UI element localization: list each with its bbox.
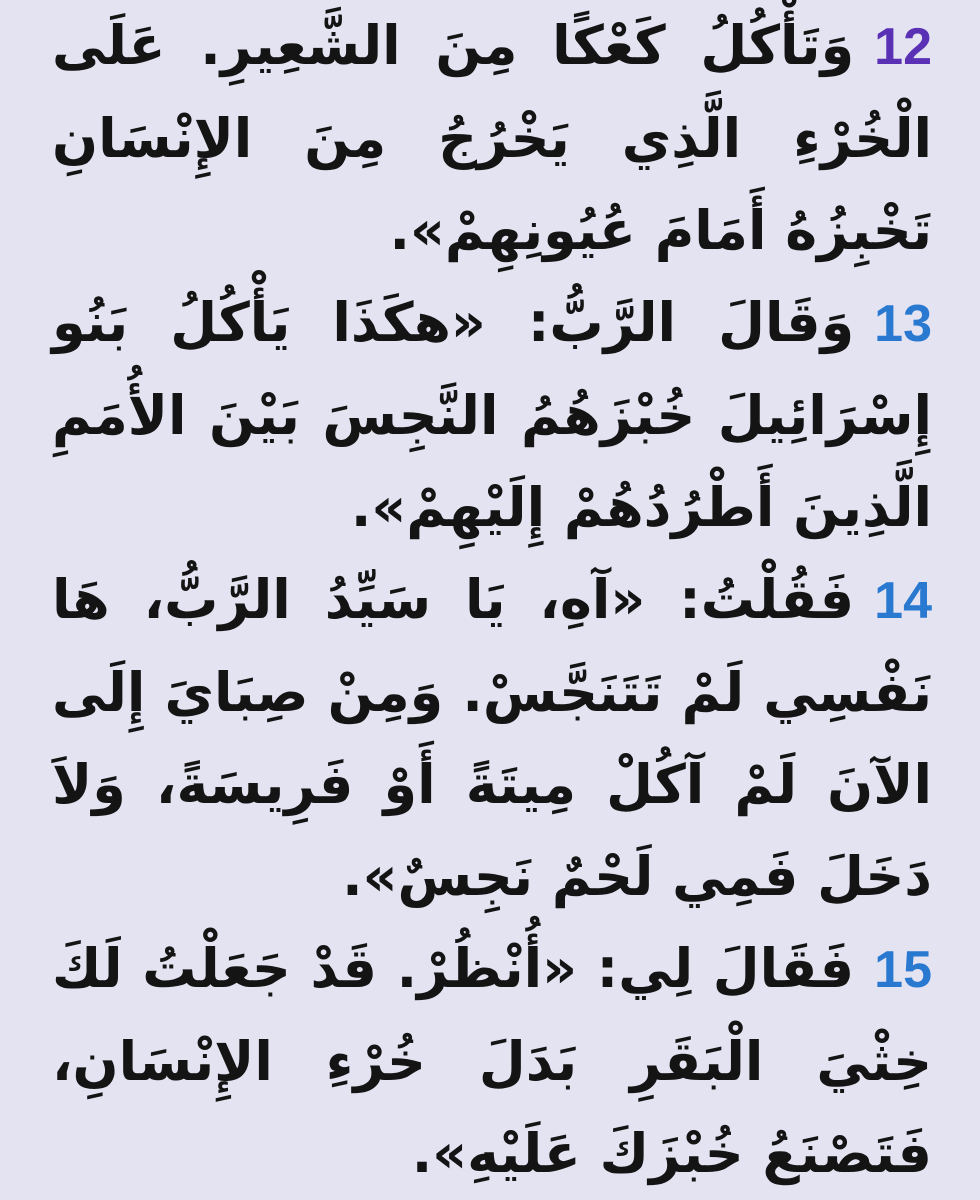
verse-text: وَقَالَ الرَّبُّ: «هكَذَا يَأْكُلُ بَنُو إِسْرَائِيلَ خُبْزَهُمُ النَّجِسَ بَيْنَ الأُمَمِ الَّذِينَ أَطْرُدُهُمْ إِلَيْهِمْ». [52,291,932,539]
verse-list [52,0,932,1200]
verse-number: 14 [874,572,932,630]
verse-text: وَتَأْكُلُ كَعْكًا مِنَ الشَّعِيرِ. عَلَى الْخُرْءِ الَّذِي يَخْرُجُ مِنَ الإِنْسَانِ تَخْبِزُهُ أَمَامَ عُيُونِهِمْ». [52,14,932,262]
verse-text: فَقُلْتُ: «آهِ، يَا سَيِّدُ الرَّبُّ، هَا نَفْسِي لَمْ تَتَنَجَّسْ. وَمِنْ صِبَايَ إِلَى الآنَ لَمْ آكُلْ مِيتَةً أَوْ فَرِيسَةً، وَلاَ دَخَلَ فَمِي لَحْمٌ نَجِسٌ». [52,568,932,908]
verse-number: 12 [874,18,932,76]
verse-13[interactable] [52,277,932,554]
verse-number: 15 [874,941,932,999]
verse-15[interactable] [52,923,932,1200]
verse-text: فَقَالَ لِي: «أُنْظُرْ. قَدْ جَعَلْتُ لَكَ خِثْيَ الْبَقَرِ بَدَلَ خُرْءِ الإِنْسَانِ، فَتَصْنَعُ خُبْزَكَ عَلَيْهِ». [52,937,932,1185]
verse-12[interactable] [52,0,932,277]
verse-number: 13 [874,295,932,353]
verse-14[interactable] [52,554,932,923]
